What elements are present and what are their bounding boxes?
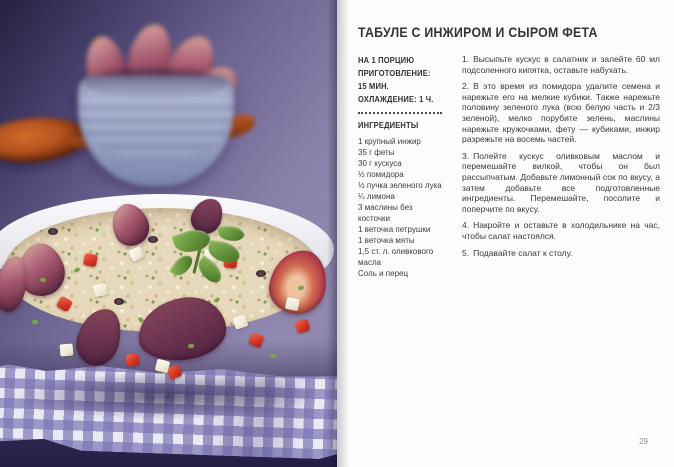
recipe-step xyxy=(462,220,660,241)
recipe-title: ТАБУЛЕ С ИНЖИРОМ И СЫРОМ ФЕТА xyxy=(358,24,598,40)
recipe-step xyxy=(462,151,660,215)
step-number: 5. xyxy=(462,247,470,258)
step-text: В это время из помидора удалите семена и нарежьте его на мелкие кубики. Также нарежьте половину зеленого лука (всю белую часть и 2/3 зеленой), мелко порубите зелень, маслины нарежьте кружочками, фету — кубиками, инжир разрежьте на восемь частей. xyxy=(462,81,660,145)
step-text: Накройте и оставьте в холодильнике на час, чтобы салат настоялся. xyxy=(462,220,660,241)
tomato-cube xyxy=(295,319,311,334)
salad-bowl xyxy=(0,198,336,403)
ingredient-item: 30 г кускуса xyxy=(358,159,402,168)
ingredient-item: Соль и перец xyxy=(358,269,409,278)
recipe-step xyxy=(462,248,660,259)
mint-sprig xyxy=(160,224,252,296)
serving-info xyxy=(358,54,446,106)
step-text: Полейте кускус оливковым маслом и перемешайте вилкой, чтобы он был рассыпчатым. Добавьте лимонный сок по вкусу, а затем добавьте все подготовленные ингредиенты. Перемешайте, посолите и поперчите по вкусу. xyxy=(462,150,660,214)
step-number: 4. xyxy=(462,220,470,231)
ingredient-item: 3 маслины без косточки xyxy=(358,203,413,223)
ingredient-item: 1 крупный инжир xyxy=(358,137,421,146)
mint-leaf xyxy=(169,251,195,279)
servings-label: НА 1 ПОРЦИЮ xyxy=(358,56,415,65)
recipe-step xyxy=(462,54,660,75)
ingredient-item: ¼ лимона xyxy=(358,192,395,201)
steps-column xyxy=(462,54,660,279)
mint-leaf xyxy=(218,226,245,242)
chill-time-label: ОХЛАЖДЕНИЕ: 1 Ч. xyxy=(358,95,434,104)
olive-slice xyxy=(48,228,58,235)
ingredient-item: 1 веточка петрушки xyxy=(358,225,431,234)
step-number: 3. xyxy=(462,150,470,161)
ingredient-item: ½ помидора xyxy=(358,170,404,179)
ingredient-item: 1,5 ст. л. оливкового масла xyxy=(358,247,434,267)
olive-slice xyxy=(114,298,124,305)
info-column xyxy=(358,54,446,279)
step-text: Подавайте салат к столу. xyxy=(473,247,573,258)
dotted-divider xyxy=(358,112,442,114)
recipe-columns xyxy=(358,54,664,279)
olive-slice xyxy=(148,236,158,243)
feta-cube xyxy=(93,283,108,297)
ingredients-list xyxy=(358,136,446,279)
mint-leaf xyxy=(171,225,212,258)
tomato-cube xyxy=(83,253,98,267)
page-number: 29 xyxy=(639,437,648,446)
olive-slice xyxy=(256,270,266,277)
recipe-step xyxy=(462,81,660,145)
tomato-cube xyxy=(248,332,264,348)
bowl-of-figs xyxy=(76,24,236,186)
ingredient-item: 1 веточка мяты xyxy=(358,236,415,245)
green-onion-bit xyxy=(269,353,276,359)
feta-cube xyxy=(285,297,300,311)
green-onion-bit xyxy=(32,320,39,325)
step-number: 1. xyxy=(462,54,470,64)
recipe-page xyxy=(337,0,674,467)
feta-cube xyxy=(60,343,74,356)
step-text: Высыпьте кускус в салатник и залейте 60 мл подсоленного кипятка, оставьте набухать. xyxy=(462,54,660,75)
prep-time-label: ПРИГОТОВЛЕНИЕ: 15 МИН. xyxy=(358,69,431,91)
step-number: 2. xyxy=(462,81,470,92)
ingredient-item: 35 г феты xyxy=(358,148,395,157)
fig-bowl-cup xyxy=(78,76,234,186)
tomato-cube xyxy=(125,353,140,367)
ingredients-heading: ИНГРЕДИЕНТЫ xyxy=(358,121,419,130)
ingredient-item: ½ пучка зеленого лука xyxy=(358,181,442,190)
